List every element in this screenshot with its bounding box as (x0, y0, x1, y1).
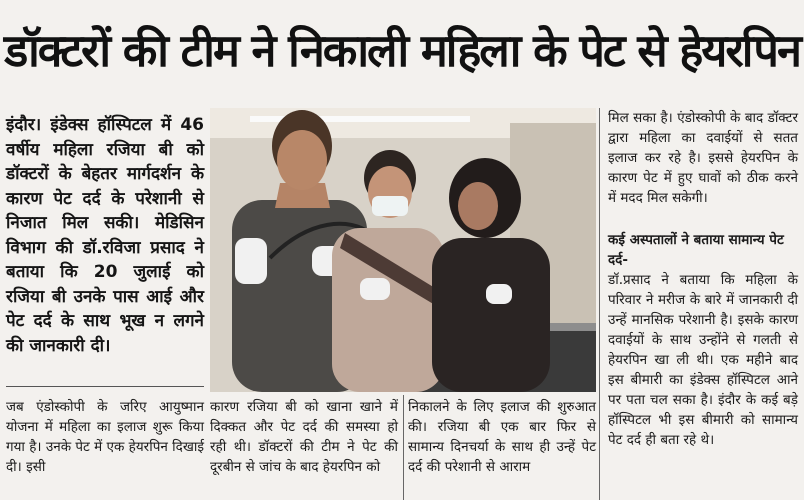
right-col-top-text: मिल सका है। एंडोस्कोपी के बाद डॉक्टर द्वारा महिला का दवाईयों से सतत इलाज कर रहे है। इससे हेयरपिन के कारण पेट में हुए घावों को ठीक करने में मदद मिल सकेगी। (608, 110, 798, 206)
col2-lower-text: कारण रजिया बी को खाना खाने में दिक्कत और पेट दर्द की समस्या हो रही थी। डॉक्टरों की टीम ने पेट की दूरबीन से जांच के बाद हेयरपिन को (210, 399, 398, 475)
col1-lower-text: जब एंडोस्कोपी के जरिए आयुष्मान योजना में महिला का इलाज शुरू किया गया है। उनके पेट में एक हेयरपिन दिखाई दी। इसी (6, 399, 204, 475)
column-divider-lower (403, 395, 404, 500)
lead-divider (6, 386, 204, 387)
right-col-bottom-text: डॉ.प्रसाद ने बताया कि महिला के परिवार ने मरीज के बारे में जानकारी दी उन्हें मानसिक परेशानी है। इसके कारण दवाईयों के साथ उन्होंने से गलती से हेयरपिन खा ली थी। एक महीने बाद इस बीमारी का इंडेक्स हॉस्पिटल आने पर पता चल सका है। इंदौर के कई बड़े हॉस्पिटल भी इस बीमारी को सामान्य पेट दर्द ही बता रहे थे। (608, 272, 798, 448)
news-photo (210, 108, 596, 392)
doctors-team-photo (210, 108, 596, 392)
headline: डॉक्टरों की टीम ने निकाली महिला के पेट से हेयरपिन (4, 23, 800, 77)
col3-lower-text: निकालने के लिए इलाज की शुरुआत की। रजिया बी एक बार फिर से सामान्य दिनचर्या के साथ ही उन्हें पेट दर्द की परेशानी से आराम (408, 399, 596, 475)
column-divider-right (599, 108, 600, 500)
lead-paragraph: इंदौर। इंडेक्स हॉस्पिटल में 46 वर्षीय महिला रजिया बी को डॉक्टरों के बेहतर मार्गदर्शन के कारण पेट दर्द के परेशानी से निजात मिल सकी। मेडिसिन विभाग की डॉ.रविजा प्रसाद ने बताया कि 20 जुलाई को रजिया बी उनके पास आई और पेट दर्द के साथ भूख न लगने की जानकारी दी। (6, 115, 204, 356)
subheading: कई अस्पतालों ने बताया सामान्य पेट दर्द- (608, 232, 784, 268)
